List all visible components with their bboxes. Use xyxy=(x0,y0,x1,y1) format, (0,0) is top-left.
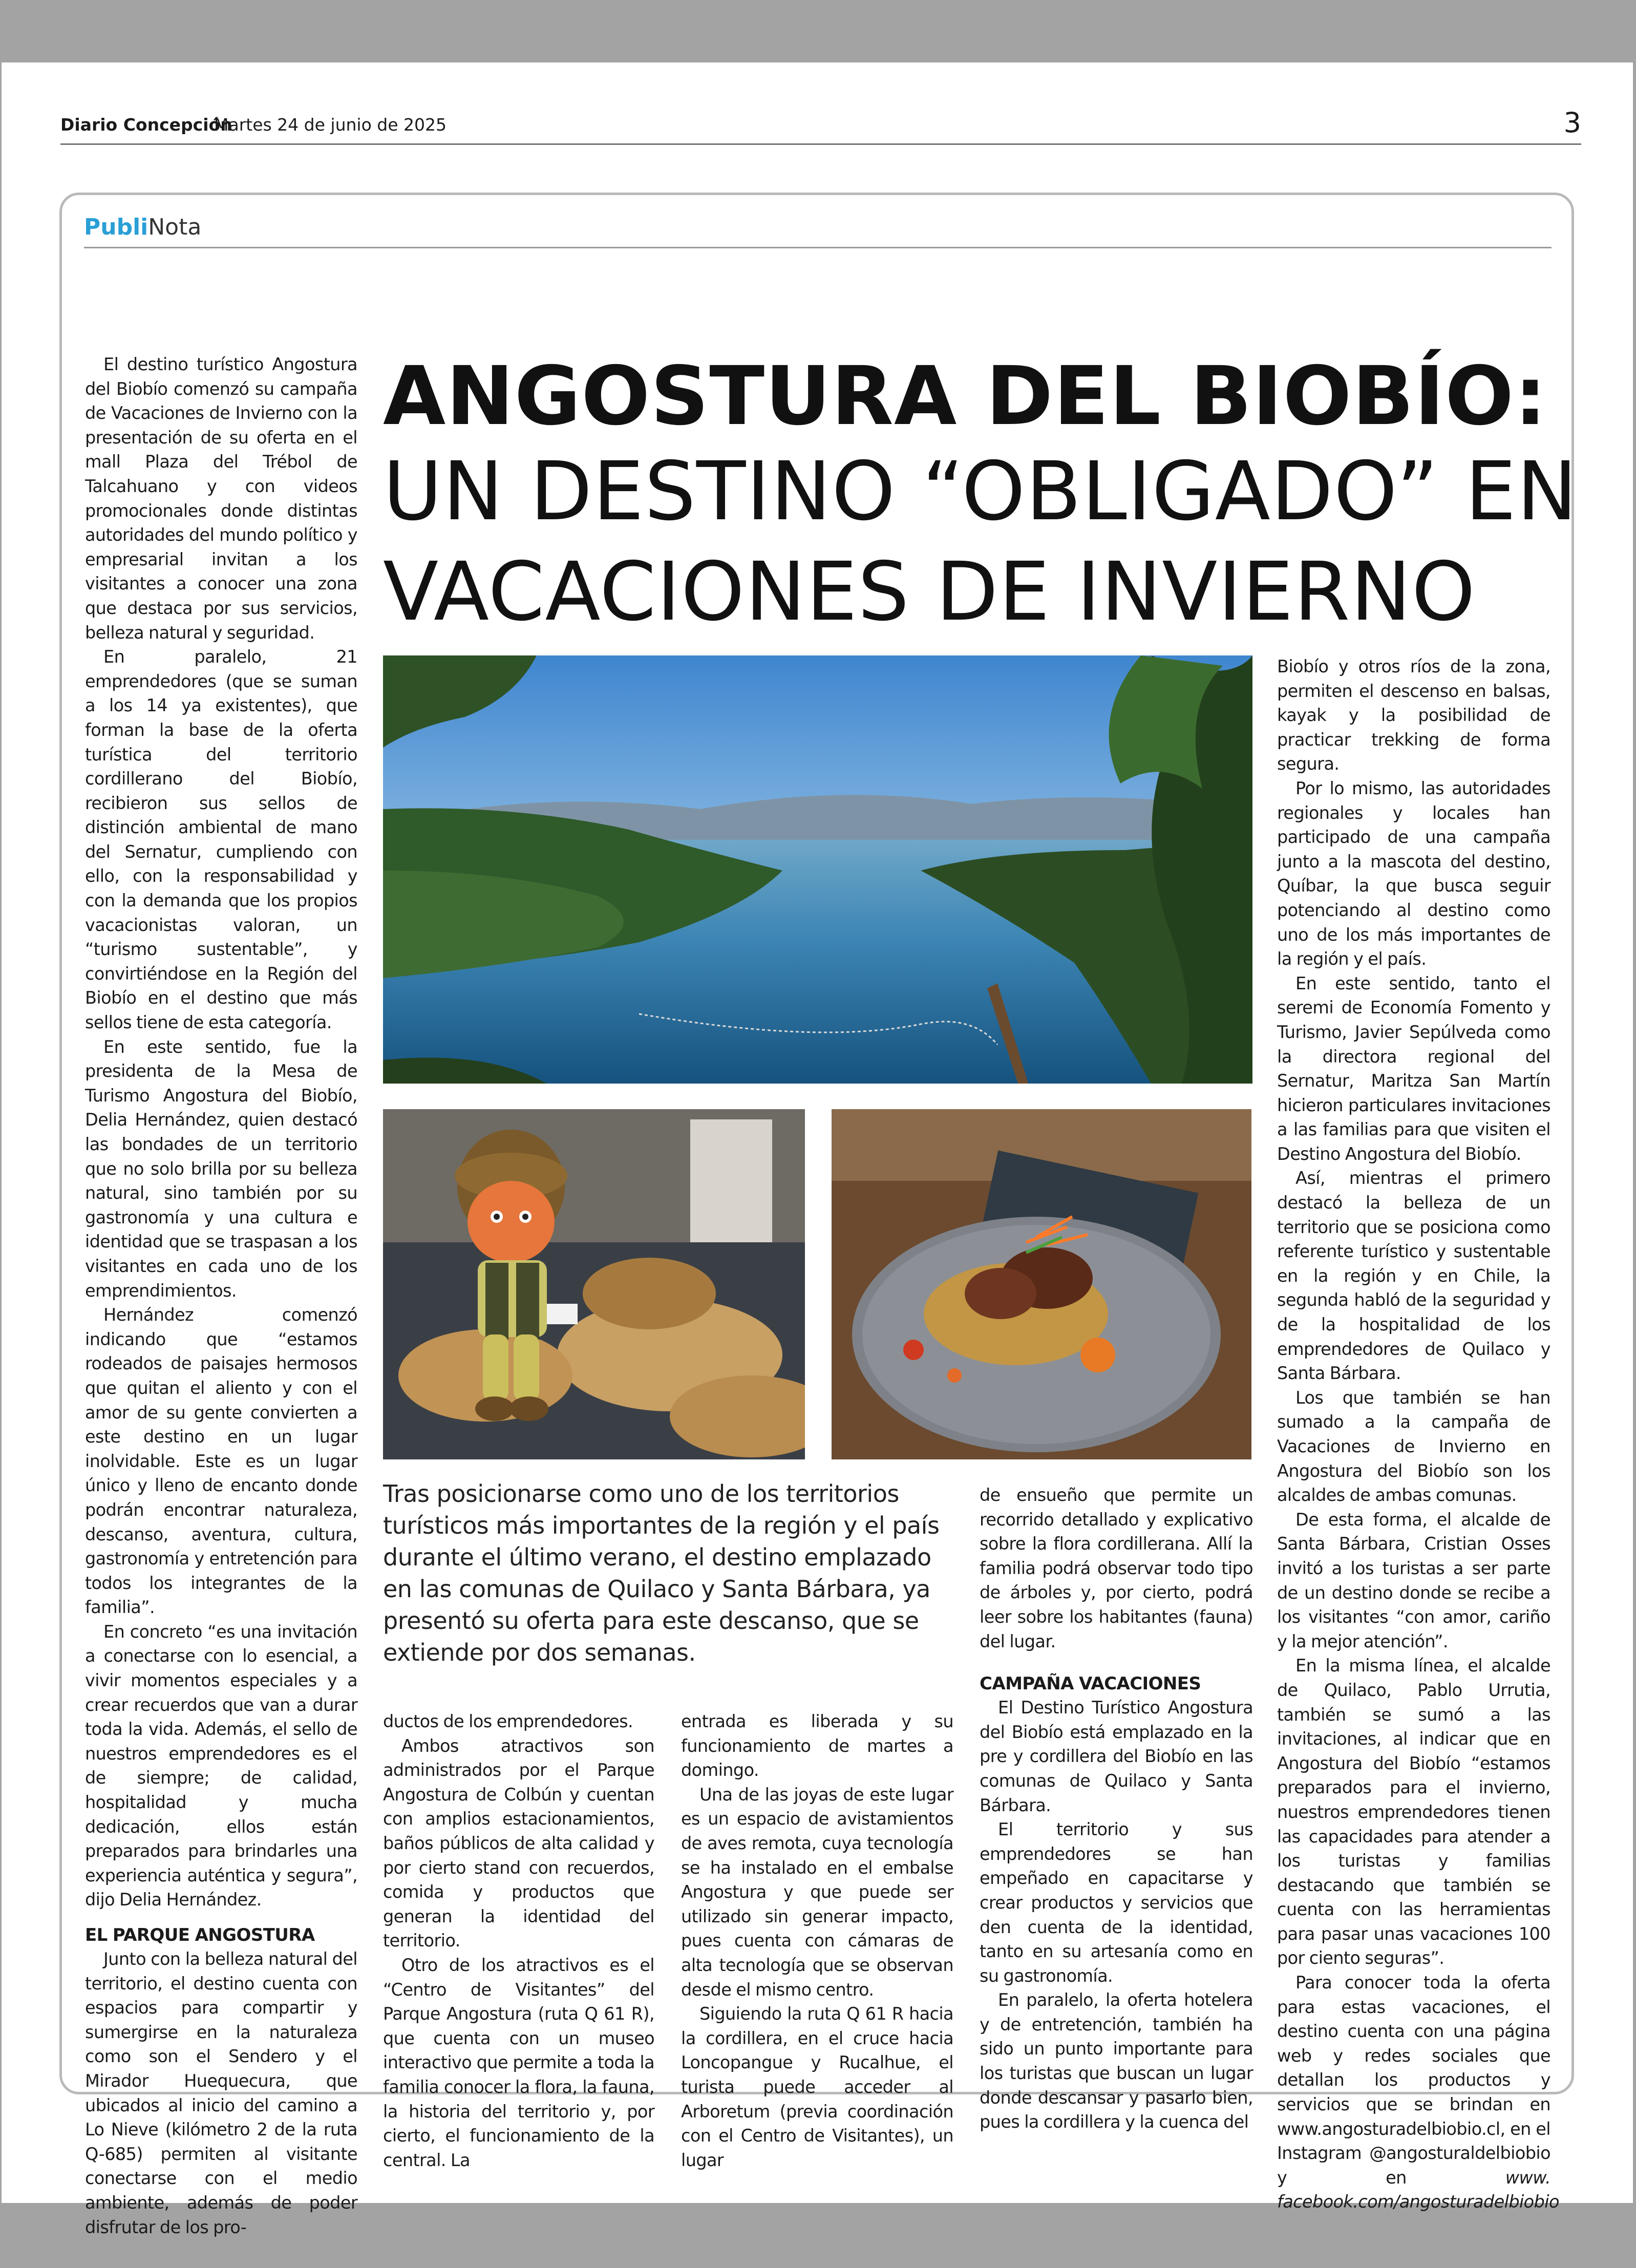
article-lede: Tras posicionarse como uno de los territorios turísticos más importantes de la región y el país durante el último verano, el destino emplazado en las comunas de Quilaco y Santa Bárbara, ya presentó su oferta para este descanso, que se extiende por dos semanas. xyxy=(383,1480,940,1666)
col5-paragraph-2: Por lo mismo, las autoridades regionales y locales han participado de una campaña junto a la mascota del destino, Quíbar, la que busca seguir potenciando al destino como uno de los más importantes de la región y el país. xyxy=(1277,778,1550,969)
issue-date: Martes 24 de junio de 2025 xyxy=(214,115,447,135)
article-column-3 xyxy=(681,1709,953,2172)
facebook-link[interactable]: www. facebook.com/angosturadelbiobio xyxy=(1277,2167,1559,2212)
col5-paragraph-8 xyxy=(1277,1970,1559,2214)
col3-paragraph-1: entrada es liberada y su funcionamiento de martes a domingo. xyxy=(681,1711,953,1781)
headline xyxy=(383,349,1578,641)
col5-paragraph-6: De esta forma, el alcalde de Santa Bárbara, Cristian Osses invitó a los turistas a ser parte de un destino donde se recibe a los visitantes “con amor, cariño y la mejor atención”. xyxy=(1277,1509,1550,1651)
col5-paragraph-7: En la misma línea, el alcalde de Quilaco, Pablo Urrutia, también se sumó a las invitaciones, al indicar que en Angostura del Biobío “estamos preparados para el invierno, nuestros emprendedores tienen las capacidades para atender a los turistas y familias destacando que también se cuenta con las herramientas para pasar unas vacaciones 100 por ciento seguras”. xyxy=(1277,1656,1550,1968)
subhead-el-parque-angostura: EL PARQUE ANGOSTURA xyxy=(85,1925,315,1945)
col5-paragraph-8-text: Para conocer toda la oferta para estas vacaciones, el destino cuenta con una página web y redes sociales que detallan los productos y servicios que se brindan en www.angosturadelbiobio.cl, en el Instagram @angosturaldelbiobio y en xyxy=(1277,1973,1550,2188)
col2-paragraph-3: Otro de los atractivos es el “Centro de Visitantes” del Parque Angostura (ruta Q 61 R), que cuenta con un museo interactivo que permite a toda la familia conocer la flora, la fauna, la historia del territorio y, por cierto, el funcionamiento de la central. La xyxy=(383,1955,654,2170)
col2-paragraph-2: Ambos atractivos son administrados por el Parque Angostura de Colbún y cuentan con amplios estacionamientos, baños públicos de alta calidad y por cierto stand con recuerdos, comida y productos que generan la identidad del territorio. xyxy=(383,1735,654,1951)
col3-paragraph-3: Siguiendo la ruta Q 61 R hacia la cordillera, en el cruce hacia Loncopangue y Rucalhue, el turista puede acceder al Arboretum (previa coordinación con el Centro de Visitantes), un lugar xyxy=(681,2004,953,2170)
col5-paragraph-1: Biobío y otros ríos de la zona, permiten el descenso en balsas, kayak y la posibilidad de practicar trekking de forma segura. xyxy=(1277,656,1550,774)
col3-paragraph-2: Una de las joyas de este lugar es un espacio de avistamientos de aves remota, cuya tecnología se ha instalado en el embalse Angostura y que puede ser utilizado sin generar impacto, pues cuenta con cámaras de alta tecnología que se observan desde el mismo centro. xyxy=(681,1784,953,2000)
crochet-doll-crafts-photo xyxy=(383,1109,805,1459)
section-label-nota: Nota xyxy=(148,214,202,240)
col5-paragraph-4: Así, mientras el primero destacó la belleza de un territorio que se posiciona como referente turístico y sustentable en la región y en Chile, la segunda habló de la seguridad y de la hospitalidad de los emprendedores de Quilaco y Santa Bárbara. xyxy=(1277,1168,1550,1384)
col5-paragraph-3: En este sentido, tanto el seremi de Economía Fomento y Turismo, Javier Sepúlveda como la directora regional del Sernatur, Maritza San Martín hicieron particulares invitaciones a las familias para que visiten el Destino Angostura del Biobío. xyxy=(1277,973,1550,1164)
newspaper-name: Diario Concepción xyxy=(60,115,232,135)
article-column-2 xyxy=(383,1709,654,2172)
article-column-4 xyxy=(980,1483,1253,2134)
col4-paragraph-1: de ensueño que permite un recorrido detallado y explicativo sobre la flora cordillerana. Allí la familia podrá observar todo tipo de árboles y, por cierto, podrá leer sobre los habitantes (fauna) del lugar. xyxy=(980,1485,1253,1651)
article-column-1 xyxy=(85,352,357,2239)
subhead-campana-vacaciones: CAMPAÑA VACACIONES xyxy=(980,1673,1201,1694)
headline-line-1: ANGOSTURA DEL BIOBÍO: xyxy=(383,349,1547,443)
col4-paragraph-3: El territorio y sus emprendedores se han empeñado en capacitarse y crear productos y servicios que den cuenta de la identidad, tanto en su artesanía como en su gastronomía. xyxy=(980,1819,1253,1986)
col1-paragraph-5: En concreto “es una invitación a conectarse con lo esencial, a vivir momentos especiales y a crear recuerdos que van a durar toda la vida. Además, el sello de nuestros emprendedores es el de siempre; de calidad, hospitalidad y mucha dedicación, ellos están preparados para brindarles una experiencia auténtica y segura”, dijo Delia Hernández. xyxy=(85,1621,357,1910)
article-column-5 xyxy=(1277,654,1559,2214)
col1-paragraph-4: Hernández comenzó indicando que “estamos rodeados de paisajes hermosos que quitan el aliento y con el amor de su gente convierten a este destino en un lugar inolvidable. Este es un lugar único y lleno de encanto donde podrán encontrar naturaleza, descanso, aventura, cultura, gastronomía y entretención para todos los integrantes de la familia”. xyxy=(85,1305,357,1618)
col1-paragraph-2: En paralelo, 21 emprendedores (que se suman a los 14 ya existentes), que forman la base de la oferta turística del territorio cordillerano del Biobío, recibieron sus sellos de distinción ambiental de mano del Sernatur, cumpliendo con ello, con la responsabilidad y con la demanda que los propios vacacionistas valoran, un “turismo sustentable”, y convirtiéndose en la Región del Biobío en el destino que más sellos tiene de esta categoría. xyxy=(85,647,357,1033)
headline-line-2: UN DESTINO “OBLIGADO” EN xyxy=(383,444,1578,539)
section-divider xyxy=(84,247,1552,248)
col4-paragraph-4: En paralelo, la oferta hotelera y de entretención, también ha sido un punto importante para los turistas que buscan un lugar donde descansar y pasarlo bien, pues la cordillera y la cuenca del xyxy=(980,1990,1253,2132)
col2-paragraph-1: ductos de los emprendedores. xyxy=(383,1711,633,1731)
col4-paragraph-2: El Destino Turístico Angostura del Biobío está emplazado en la pre y cordillera del Biobío en las comunas de Quilaco y Santa Bárbara. xyxy=(980,1698,1253,1815)
headline-line-3: VACACIONES DE INVIERNO xyxy=(383,545,1476,639)
col5-paragraph-5: Los que también se han sumado a la campaña de Vacaciones de Invierno en Angostura del Biobío son los alcaldes de ambas comunas. xyxy=(1277,1387,1550,1506)
gourmet-dish-photo xyxy=(832,1109,1251,1459)
page-number: 3 xyxy=(1563,107,1581,139)
col1-paragraph-6: Junto con la belleza natural del territorio, el destino cuenta con espacios para compartir y sumergirse en la naturaleza como son el Sendero y el Mirador Huequecura, que ubicados al inicio del camino a Lo Nieve (kilómetro 2 de la ruta Q-685) permiten al visitante conectarse con el medio ambiente, además de poder disfrutar de los pro- xyxy=(85,1949,357,2237)
river-landscape-photo xyxy=(383,655,1252,1084)
col1-paragraph-1: El destino turístico Angostura del Biobío comenzó su campaña de Vacaciones de Invierno con la presentación de su oferta en el mall Plaza del Trébol de Talcahuano y con videos promocionales donde distintas autoridades del mundo político y empresarial invitan a los visitantes a conocer una zona que destaca por sus servicios, belleza natural y seguridad. xyxy=(85,354,357,643)
col1-paragraph-3: En este sentido, fue la presidenta de la Mesa de Turismo Angostura del Biobío, Delia Hernández, quien destacó las bondades de un territorio que no solo brilla por su belleza natural, sino también por su gastronomía y una cultura e identidad que se traspasan a los visitantes en cada uno de los emprendimientos. xyxy=(85,1036,357,1301)
page-header xyxy=(60,107,1581,145)
section-label xyxy=(84,214,201,240)
section-label-publi: Publi xyxy=(84,214,148,240)
